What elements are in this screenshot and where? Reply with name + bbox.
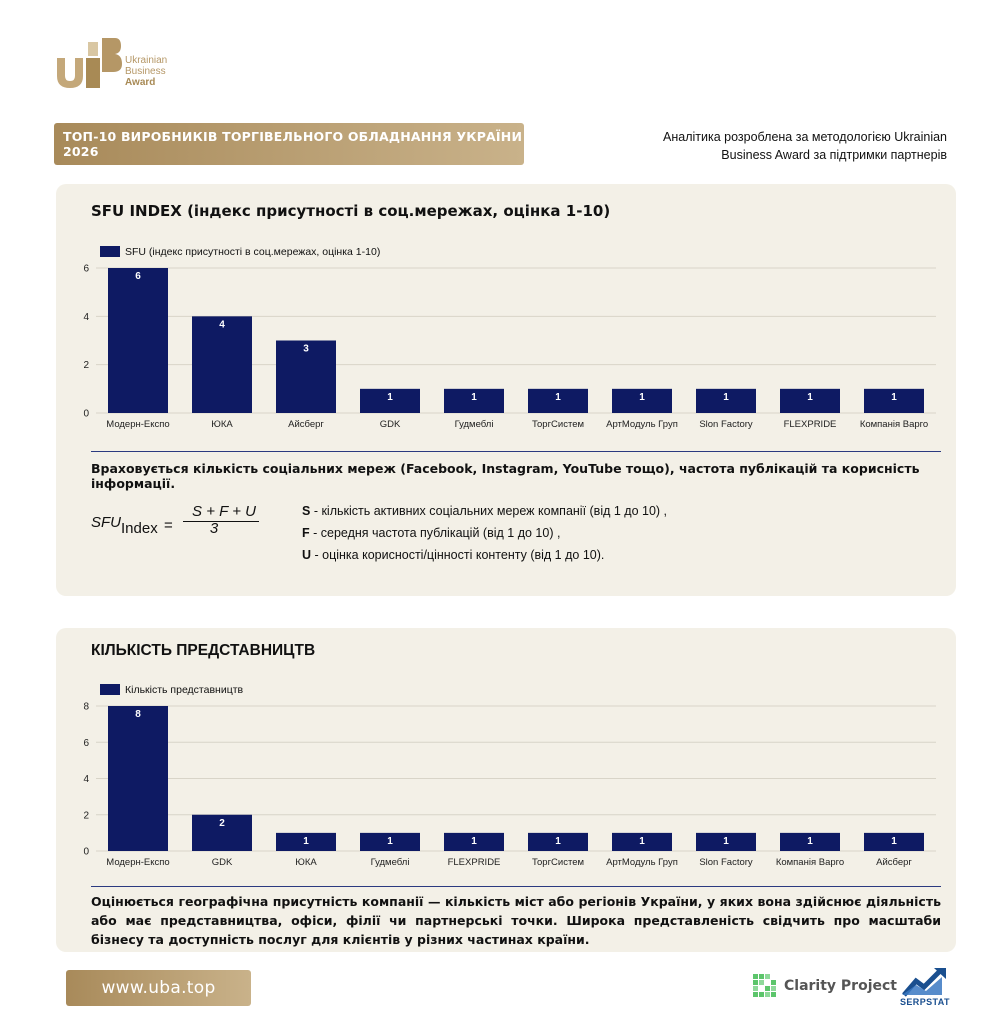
note-line-2: Business Award за підтримки партнерів [721, 148, 947, 162]
x-tick-label: Гудмеблі [454, 419, 494, 430]
y-tick-label: 2 [83, 810, 89, 822]
y-tick-label: 2 [83, 360, 89, 372]
logo-line-ukrainian: Ukrainian [125, 55, 168, 66]
formula-legend [302, 500, 667, 566]
legend-u [302, 544, 667, 566]
data-label: 1 [303, 835, 309, 847]
sfu-chart [56, 234, 956, 439]
divider [91, 451, 941, 452]
legend-label: SFU (індекс присутності в соц.мережах, оцінка 1-10) [125, 246, 381, 258]
formula-sub: Index [121, 520, 158, 537]
y-tick-label: 4 [83, 311, 89, 323]
formula-lhs: SFU [91, 514, 121, 531]
legend-f-key: F [302, 526, 310, 540]
reps-chart [56, 672, 956, 877]
legend-s-key: S [302, 504, 311, 518]
serpstat-logo [898, 965, 958, 1011]
x-tick-label: АртМодуль Груп [606, 857, 678, 868]
x-tick-label: GDK [211, 857, 233, 868]
data-label: 1 [807, 391, 813, 403]
x-tick-label: FLEXPRIDE [447, 857, 501, 868]
legend-u-text: - оцінка корисності/цінності контенту (від 1 до 10). [311, 548, 605, 562]
bar [108, 268, 168, 413]
clarity-grid-icon [752, 973, 778, 999]
x-tick-label: Slon Factory [699, 857, 753, 868]
legend-label: Кількість представництв [125, 684, 244, 696]
note-line-1: Аналітика розроблена за методологією Ukrainian [663, 130, 947, 144]
x-tick-label: GDK [379, 419, 401, 430]
x-tick-label: Модерн-Експо [106, 419, 170, 430]
data-label: 1 [723, 391, 729, 403]
legend-swatch [100, 684, 120, 695]
legend-f [302, 522, 667, 544]
x-tick-label: Компанія Варго [859, 419, 929, 430]
y-tick-label: 0 [83, 846, 89, 858]
x-tick-label: Гудмеблі [370, 857, 410, 868]
serpstat-name: SERPSTAT [900, 997, 950, 1007]
data-label: 8 [135, 709, 141, 720]
data-label: 3 [303, 343, 309, 355]
x-tick-label: АртМодуль Груп [606, 419, 678, 430]
x-tick-label: FLEXPRIDE [783, 419, 837, 430]
data-label: 1 [639, 835, 645, 847]
x-tick-label: Айсберг [876, 857, 912, 868]
data-label: 2 [219, 817, 225, 829]
bar [108, 706, 168, 851]
logo-line-business: Business [125, 66, 166, 77]
y-tick-label: 6 [83, 737, 89, 749]
data-label: 6 [135, 271, 141, 282]
data-label: 1 [555, 391, 561, 403]
legend-s [302, 500, 667, 522]
x-tick-label: ТоргСистем [531, 419, 585, 430]
data-label: 1 [387, 391, 393, 403]
reps-description: Оцінюється географічна присутність компанії — кількість міст або регіонів України, у яких вона здійснює діяльність або має представництва, офіси, філії чи партнерські точки. Широка представленість свідчить про масштаби бізнесу та доступність послуг для клієнтів у різних частинах країни. [91, 894, 941, 947]
logo-line-award: Award [125, 77, 156, 88]
website-link[interactable]: www.uba.top [66, 970, 251, 1006]
formula-numerator: S + F + U [192, 503, 256, 520]
y-tick-label: 6 [83, 263, 89, 275]
formula-eq: = [164, 517, 173, 534]
data-label: 1 [723, 835, 729, 847]
data-label: 1 [639, 391, 645, 403]
x-tick-label: ЮКА [295, 857, 317, 868]
data-label: 1 [891, 835, 897, 847]
x-tick-label: Модерн-Експо [106, 857, 170, 868]
data-label: 1 [387, 835, 393, 847]
bar [192, 316, 252, 413]
legend-swatch [100, 246, 120, 257]
x-tick-label: ЮКА [211, 419, 233, 430]
x-tick-label: Айсберг [288, 419, 324, 430]
legend-u-key: U [302, 548, 312, 562]
y-tick-label: 8 [83, 701, 89, 713]
y-tick-label: 4 [83, 774, 89, 785]
legend-f-text: - середня частота публікацій (від 1 до 10) , [309, 526, 561, 540]
clarity-project-logo [752, 972, 897, 1000]
chart-legend [100, 246, 380, 258]
clarity-project-name: Clarity Project [784, 978, 897, 994]
y-tick-label: 0 [83, 408, 89, 420]
page-title: ТОП-10 ВИРОБНИКІВ ТОРГІВЕЛЬНОГО ОБЛАДНАННЯ УКРАЇНИ 2026 [54, 123, 524, 165]
x-tick-label: Компанія Варго [775, 857, 845, 868]
data-label: 1 [471, 391, 477, 403]
x-tick-label: Slon Factory [699, 419, 753, 430]
legend-s-text: - кількість активних соціальних мереж компанії (від 1 до 10) , [310, 504, 668, 518]
divider [91, 886, 941, 887]
sfu-description: Враховується кількість соціальних мереж (Facebook, Instagram, YouTube тощо), частота публікацій та корисність інформації. [91, 461, 920, 491]
data-label: 1 [891, 391, 897, 403]
formula-denominator: 3 [209, 520, 219, 537]
data-label: 1 [807, 835, 813, 847]
reps-title: КІЛЬКІСТЬ ПРЕДСТАВНИЦТВ [91, 642, 316, 659]
data-label: 4 [219, 319, 225, 331]
x-tick-label: ТоргСистем [531, 857, 585, 868]
sfu-panel [56, 184, 956, 596]
data-label: 1 [555, 835, 561, 847]
sfu-title: SFU INDEX (індекс присутності в соц.мережах, оцінка 1-10) [91, 202, 611, 220]
data-label: 1 [471, 835, 477, 847]
chart-legend [100, 684, 244, 696]
methodology-note [627, 128, 947, 164]
logo-text [125, 55, 167, 88]
serpstat-chart-icon [898, 965, 950, 997]
reps-panel [56, 628, 956, 952]
sfu-formula [91, 500, 311, 550]
